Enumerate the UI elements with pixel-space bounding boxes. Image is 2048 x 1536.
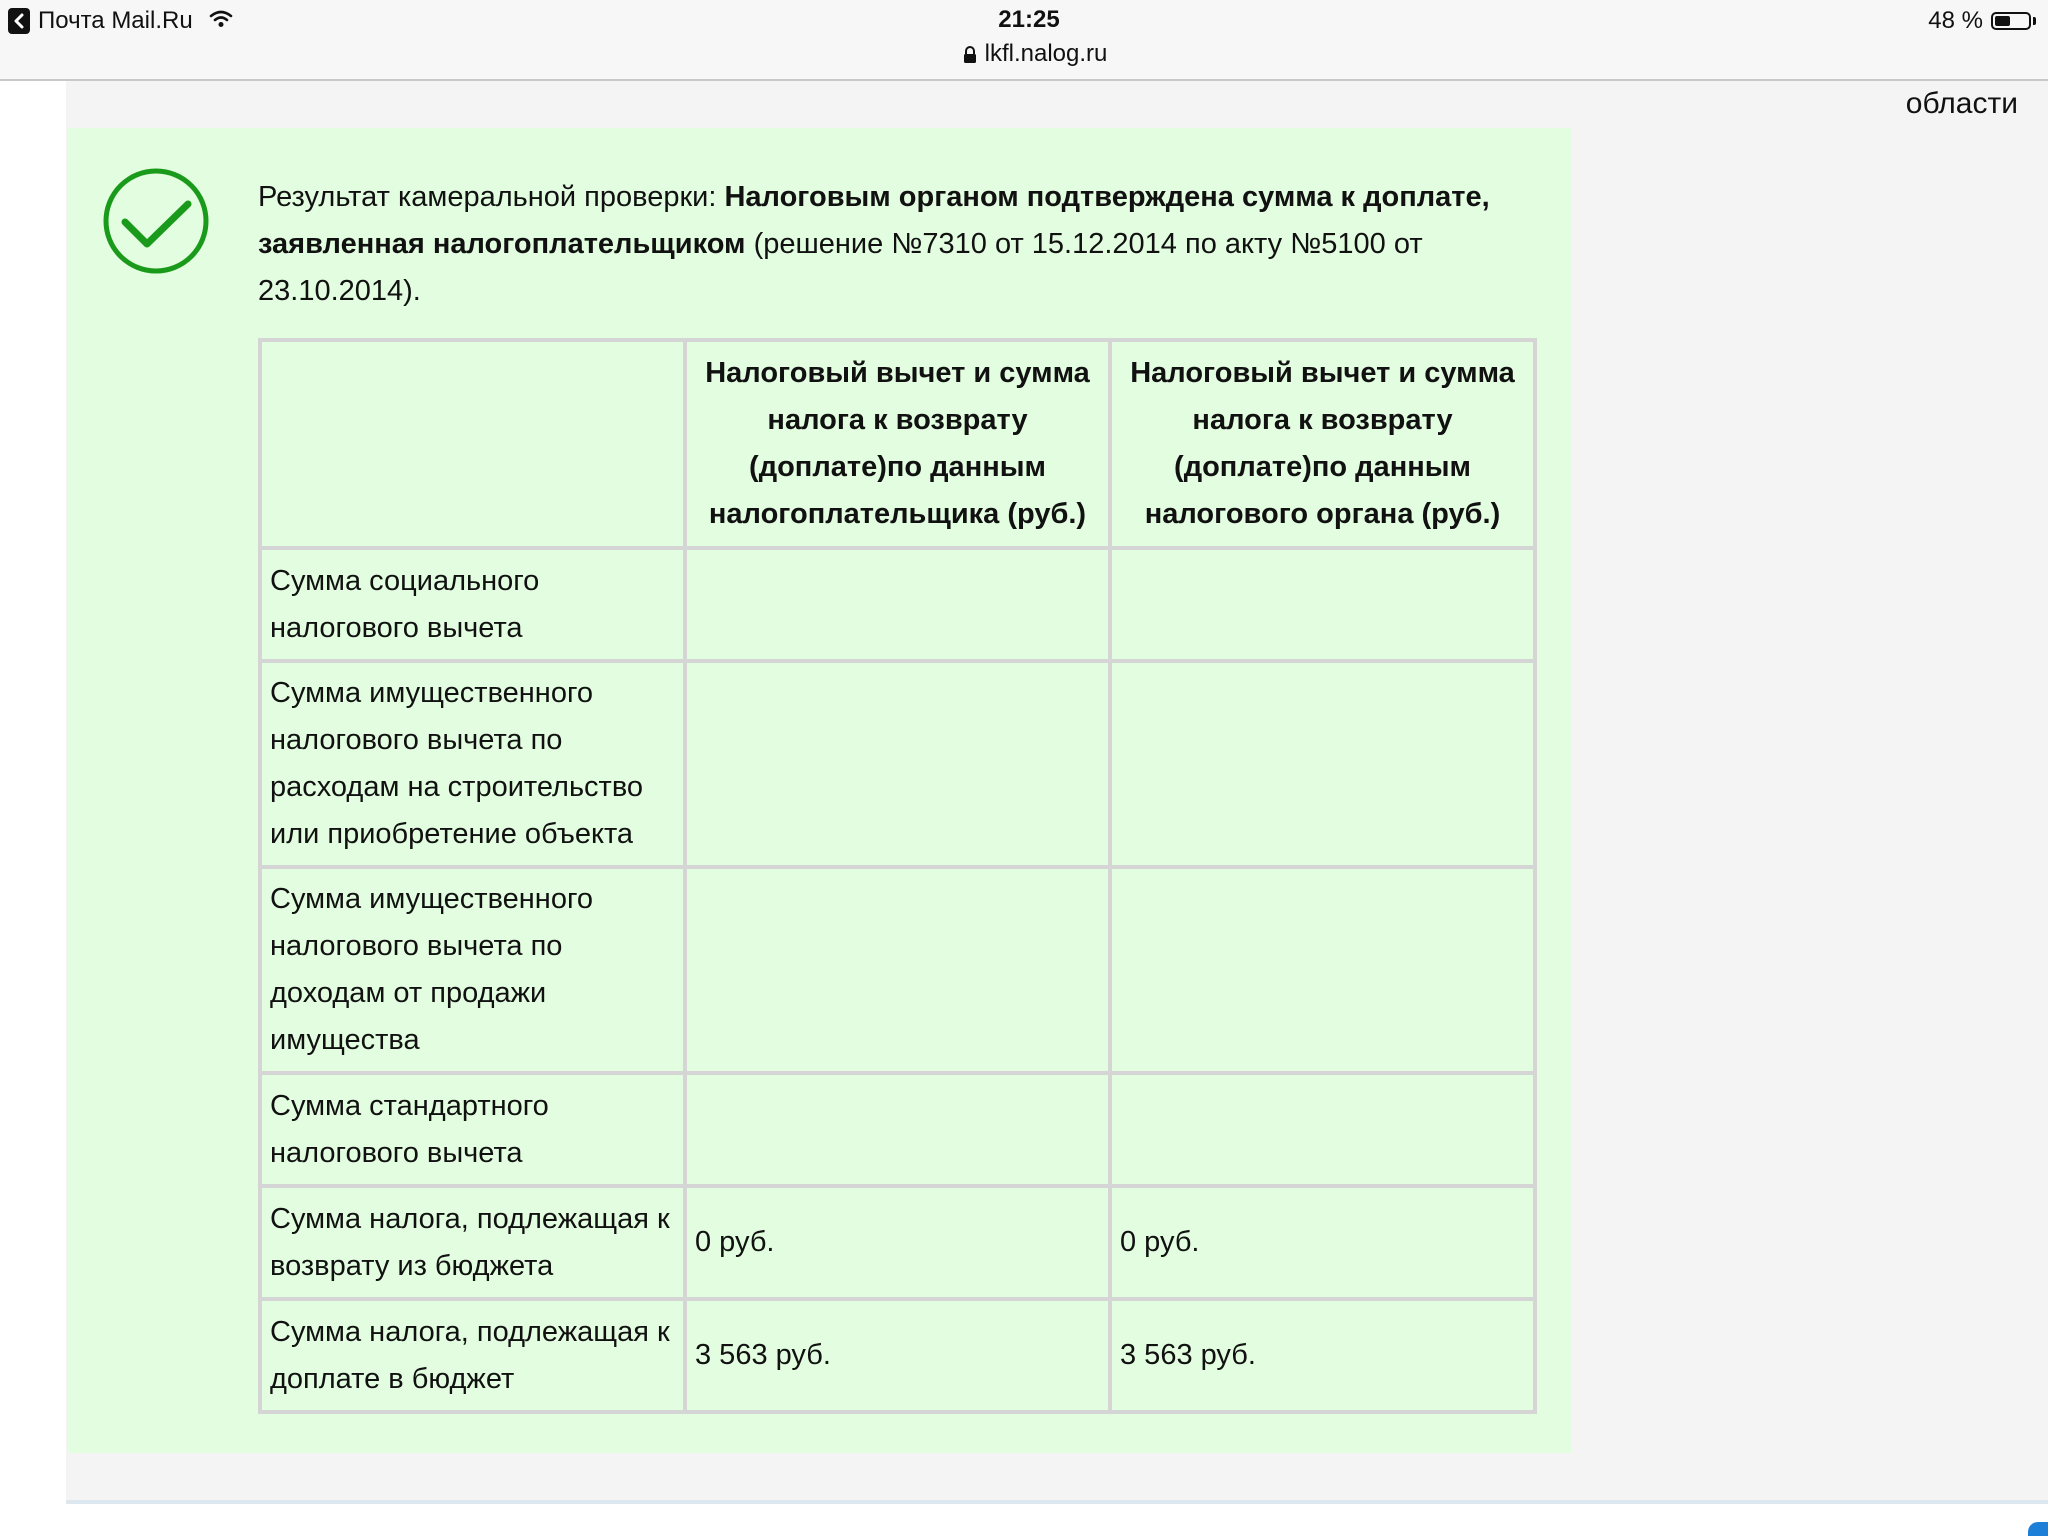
header-authority: Налоговый вычет и сумма налога к возврату (доплате)по данным налогового органа (руб.) xyxy=(1110,340,1535,548)
row-taxpayer-value xyxy=(685,661,1110,867)
battery-percent: 48 % xyxy=(1928,7,1983,34)
row-authority-value xyxy=(1110,867,1535,1073)
header-empty xyxy=(260,340,685,548)
page-bottom-divider xyxy=(66,1500,2048,1504)
result-panel xyxy=(67,128,1571,1453)
check-circle-icon xyxy=(101,166,211,276)
row-authority-value: 0 руб. xyxy=(1110,1186,1535,1299)
row-label: Сумма налога, подлежащая к возврату из бюджета xyxy=(260,1186,685,1299)
row-authority-value xyxy=(1110,1073,1535,1186)
battery-indicator xyxy=(1928,6,2036,36)
back-app-label[interactable]: Почта Mail.Ru xyxy=(38,7,193,34)
table-row xyxy=(260,1299,1535,1412)
result-detail: (решение №7310 от 15.12.2014 по акту №5100 от 23.10.2014). xyxy=(258,228,1423,307)
row-label: Сумма социального налогового вычета xyxy=(260,548,685,661)
status-bar xyxy=(0,0,2048,81)
row-label: Сумма стандартного налогового вычета xyxy=(260,1073,685,1186)
row-taxpayer-value xyxy=(685,548,1110,661)
row-label: Сумма налога, подлежащая к доплате в бюджет xyxy=(260,1299,685,1412)
battery-tip xyxy=(2033,17,2036,25)
row-label: Сумма имущественного налогового вычета по доходам от продажи имущества xyxy=(260,867,685,1073)
table-row xyxy=(260,1073,1535,1186)
row-label: Сумма имущественного налогового вычета по расходам на строительство или приобретение объекта xyxy=(260,661,685,867)
table-row xyxy=(260,867,1535,1073)
result-summary xyxy=(258,174,1538,315)
battery-fill xyxy=(1995,16,2010,26)
floating-action-edge[interactable] xyxy=(2028,1522,2048,1536)
row-taxpayer-value: 3 563 руб. xyxy=(685,1299,1110,1412)
address-bar[interactable] xyxy=(0,40,2048,71)
deductions-table xyxy=(258,338,1537,1414)
lock-icon xyxy=(963,43,977,71)
result-verdict: Налоговым органом подтверждена сумма к доплате, заявленная налогоплательщиком xyxy=(258,181,1490,260)
truncated-heading-fragment: области xyxy=(1905,87,2018,120)
battery-icon xyxy=(1991,12,2031,30)
row-taxpayer-value xyxy=(685,1073,1110,1186)
row-authority-value: 3 563 руб. xyxy=(1110,1299,1535,1412)
header-taxpayer: Налоговый вычет и сумма налога к возврату (доплате)по данным налогоплательщика (руб.) xyxy=(685,340,1110,548)
url-text[interactable]: lkfl.nalog.ru xyxy=(984,40,1108,67)
row-authority-value xyxy=(1110,548,1535,661)
status-time: 21:25 xyxy=(998,6,1060,33)
row-authority-value xyxy=(1110,661,1535,867)
table-header-row xyxy=(260,340,1535,548)
result-intro: Результат камеральной проверки: xyxy=(258,181,725,213)
table-row xyxy=(260,661,1535,867)
table-row xyxy=(260,1186,1535,1299)
row-taxpayer-value: 0 руб. xyxy=(685,1186,1110,1299)
row-taxpayer-value xyxy=(685,867,1110,1073)
table-row xyxy=(260,548,1535,661)
